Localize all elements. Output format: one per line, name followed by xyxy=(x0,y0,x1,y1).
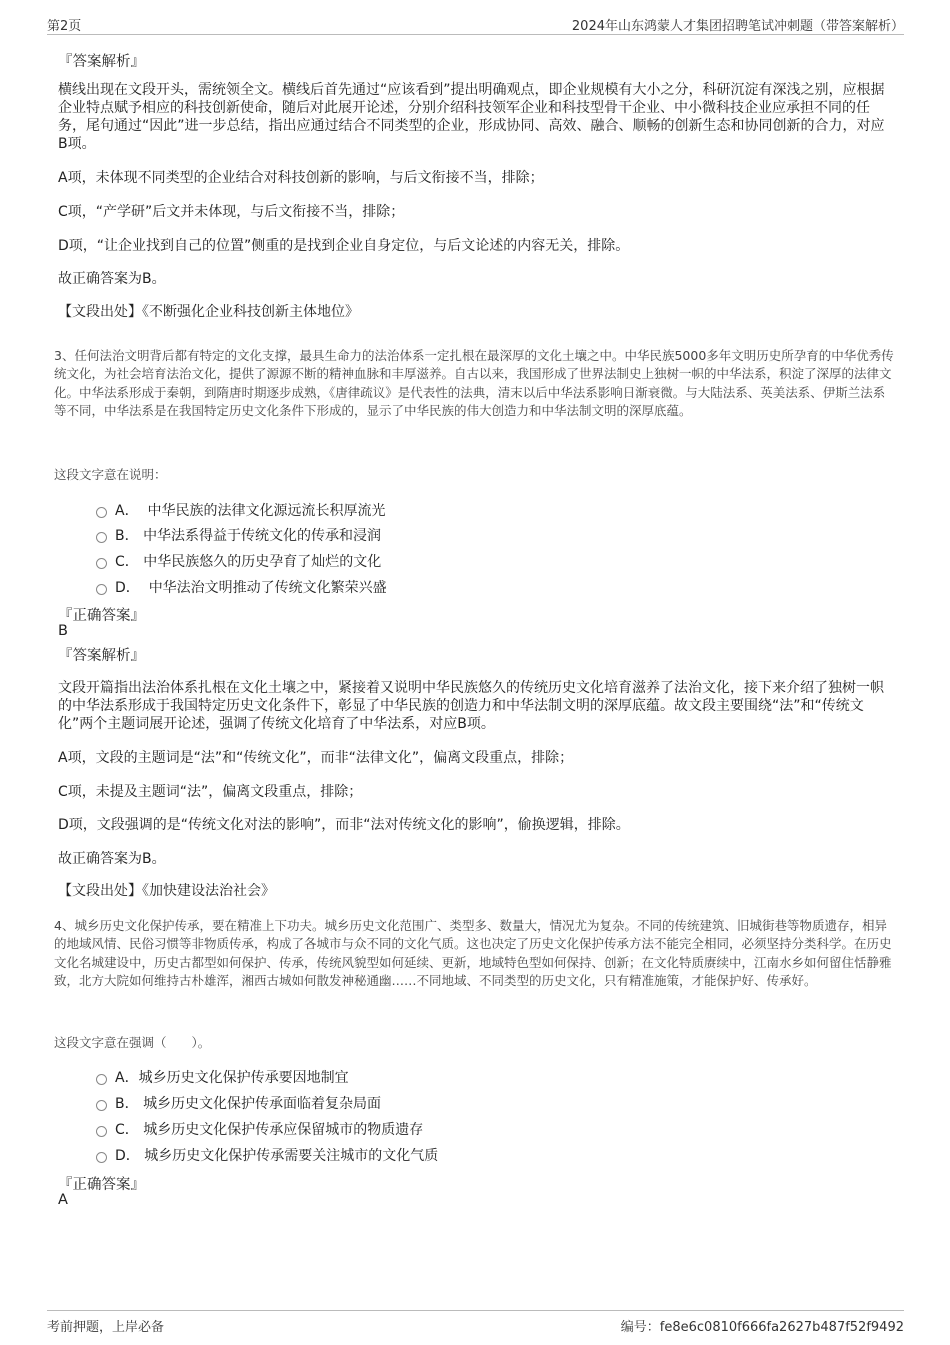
q3-analysis: 文段开篇指出法治体系扎根在文化土壤之中，紧接着又说明中华民族悠久的传统历史文化培育滋养了法治文化，接下来介绍了独树一帜的中华法系形成于我国特定历史文化条件下，彰显了中华民族的创造力和中华法制文明的深厚底蕴。故文段主要围绕“法”和“传统文化”两个主题词展开论述，强调了传统文化培育了中华法系，对应B项。 xyxy=(58,680,884,732)
option-letter: B． xyxy=(115,1096,139,1112)
page-footer xyxy=(47,1310,904,1337)
radio-icon[interactable] xyxy=(96,558,107,569)
q4-answer-label: 『正确答案』 xyxy=(58,1177,145,1193)
q3-option-a[interactable] xyxy=(96,500,385,520)
q2-analysis: 横线出现在文段开头，需统领全文。横线后首先通过“应该看到”提出明确观点，即企业规模有大小之分，科研沉淀有深浅之别，应根据企业特点赋予相应的科技创新使命，随后对此展开论述，分别介绍科技领军企业和科技型骨干企业、中小微科技企业应承担不同的任务，尾句通过“因此”进一步总结，指出应通过结合不同类型的企业，形成协同、高效、融合、顺畅的创新生态和协同创新的合力，对应B项。 xyxy=(58,82,885,152)
radio-icon[interactable] xyxy=(96,584,107,595)
option-text: 中华民族悠久的历史孕育了灿烂的文化 xyxy=(143,554,382,570)
q3-option-d-analysis: D项，文段强调的是“传统文化对法的影响”，而非“法对传统文化的影响”，偷换逻辑，排除。 xyxy=(58,817,630,833)
q3-option-c-analysis: C项，未提及主题词“法”，偏离文段重点，排除； xyxy=(58,784,363,800)
page-number: 第2页 xyxy=(47,19,82,34)
option-text: 城乡历史文化保护传承需要关注城市的文化气质 xyxy=(144,1148,439,1164)
option-letter: B． xyxy=(115,528,139,544)
option-letter: D． xyxy=(115,580,140,596)
option-letter: A． xyxy=(115,1070,139,1086)
q2-source: 【文段出处】《不断强化企业科技创新主体地位》 xyxy=(58,304,359,320)
q3-answer: B xyxy=(58,623,68,639)
radio-icon[interactable] xyxy=(96,1074,107,1085)
option-text: 中华民族的法律文化源远流长积厚流光 xyxy=(147,503,386,519)
q2-conclusion: 故正确答案为B。 xyxy=(58,271,166,287)
option-text: 城乡历史文化保护传承面临着复杂局面 xyxy=(143,1096,382,1112)
radio-icon[interactable] xyxy=(96,1152,107,1163)
radio-icon[interactable] xyxy=(96,507,107,518)
q2-option-a-analysis: A项，未体现不同类型的企业结合对科技创新的影响，与后文衔接不当，排除； xyxy=(58,170,544,186)
document-title: 2024年山东鸿蒙人才集团招聘笔试冲刺题（带答案解析） xyxy=(571,19,904,34)
q3-option-a-analysis: A项，文段的主题词是“法”和“传统文化”，而非“法律文化”，偏离文段重点，排除； xyxy=(58,750,574,766)
q3-option-b[interactable] xyxy=(96,525,381,545)
q3-analysis-label: 『答案解析』 xyxy=(58,648,145,664)
q4-answer: A xyxy=(58,1192,68,1208)
q2-option-c-analysis: C项，“产学研”后文并未体现，与后文衔接不当，排除； xyxy=(58,204,405,220)
footer-slogan: 考前押题，上岸必备 xyxy=(47,1320,165,1335)
radio-icon[interactable] xyxy=(96,1100,107,1111)
q3-answer-label: 『正确答案』 xyxy=(58,608,145,624)
option-text: 城乡历史文化保护传承要因地制宜 xyxy=(138,1070,349,1086)
option-letter: C． xyxy=(115,554,139,570)
code-value: fe8e6c0810f666fa2627b487f52f9492 xyxy=(659,1320,904,1335)
option-text: 城乡历史文化保护传承应保留城市的物质遗存 xyxy=(143,1122,424,1138)
q3-stem: 这段文字意在说明： xyxy=(54,467,167,482)
option-letter: D． xyxy=(115,1148,140,1164)
page-header xyxy=(47,12,904,35)
q4-passage: 4、城乡历史文化保护传承，要在精准上下功夫。城乡历史文化范围广、类型多、数量大，情况尤为复杂。不同的传统建筑、旧城街巷等物质遗存，相异的地域风情、民俗习惯等非物质传承，构成了各城市与众不同的文化气质。这也决定了历史文化保护传承方法不能完全相同，必须坚持分类科学。在历史文化名城建设中，历史古都型如何保护、传承，传统风貌型如何延续、更新，地域特色型如何保持、创新；在文化特质赓续中，江南水乡如何留住恬静雅致，北方大院如何维持古朴雄浑，湘西古城如何散发神秘通幽……不同地域、不同类型的历史文化，只有精准施策，才能保护好、传承好。 xyxy=(54,918,892,989)
option-letter: A． xyxy=(115,503,139,519)
q3-conclusion: 故正确答案为B。 xyxy=(58,851,166,867)
q2-analysis-label: 『答案解析』 xyxy=(58,54,145,70)
document-code xyxy=(621,1316,904,1335)
q3-option-c[interactable] xyxy=(96,551,381,571)
q3-option-d[interactable] xyxy=(96,577,387,597)
q3-passage: 3、任何法治文明背后都有特定的文化支撑，最具生命力的法治体系一定扎根在最深厚的文化土壤之中。中华民族5000多年文明历史所孕育的中华优秀传统文化，为社会培育法治文化，提供了源源不断的精神血脉和丰厚滋养。自古以来，我国形成了世界法制史上独树一帜的中华法系，积淀了深厚的法律文化。中华法系形成于秦朝，到隋唐时期逐步成熟，《唐律疏议》是代表性的法典，清末以后中华法系影响日渐衰微。与大陆法系、英美法系、伊斯兰法系等不同，中华法系是在我国特定历史文化条件下形成的，显示了中华民族的伟大创造力和中华法制文明的深厚底蕴。 xyxy=(54,348,894,419)
option-text: 中华法系得益于传统文化的传承和浸润 xyxy=(143,528,382,544)
q2-option-d-analysis: D项，“让企业找到自己的位置”侧重的是找到企业自身定位，与后文论述的内容无关，排除。 xyxy=(58,238,630,254)
q4-option-c[interactable] xyxy=(96,1119,423,1139)
q4-option-a[interactable] xyxy=(96,1067,349,1087)
option-letter: C． xyxy=(115,1122,139,1138)
q4-option-b[interactable] xyxy=(96,1093,381,1113)
radio-icon[interactable] xyxy=(96,1126,107,1137)
option-text: 中华法治文明推动了传统文化繁荣兴盛 xyxy=(148,580,387,596)
q3-source: 【文段出处】《加快建设法治社会》 xyxy=(58,883,275,899)
q4-option-d[interactable] xyxy=(96,1145,438,1165)
q4-stem: 这段文字意在强调（ ）。 xyxy=(54,1035,211,1050)
radio-icon[interactable] xyxy=(96,532,107,543)
code-label: 编号： xyxy=(620,1320,660,1335)
